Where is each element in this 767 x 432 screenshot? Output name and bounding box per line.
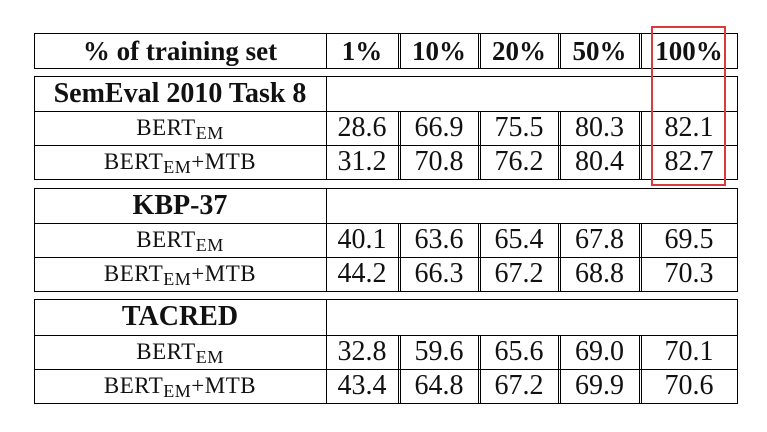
header-col-5: 100% [655, 35, 723, 66]
header-col-2: 10% [412, 35, 466, 66]
row-model-bert-em [34, 111, 326, 145]
table-cell: 32.8 [337, 336, 387, 367]
section-title-semeval: SemEval 2010 Task 8 [53, 78, 307, 109]
row-model-bert-em-mtb [34, 257, 326, 291]
table-cell: 43.4 [337, 370, 387, 401]
model-subscript: EM [195, 346, 224, 367]
row-model-bert-em-mtb [34, 145, 326, 179]
header-col-3: 20% [492, 35, 546, 66]
table-cell: 44.2 [337, 258, 387, 289]
model-name: BERT [136, 115, 196, 140]
table-cell: 59.6 [414, 336, 464, 367]
table-cell: 65.4 [494, 224, 544, 255]
model-subscript: EM [163, 268, 192, 289]
highlight-box [651, 26, 726, 186]
model-subscript: EM [195, 234, 224, 255]
row-model-bert-em-mtb [34, 369, 326, 403]
model-suffix: +MTB [191, 373, 257, 398]
table-cell: 31.2 [337, 146, 387, 177]
table-cell: 76.2 [494, 146, 544, 177]
header-col-1: 1% [341, 35, 383, 66]
table-cell: 28.6 [337, 112, 387, 143]
model-subscript: EM [163, 156, 192, 177]
table-cell: 64.8 [414, 370, 464, 401]
model-name: BERT [103, 373, 164, 398]
table-cell: 66.3 [414, 258, 464, 289]
table-cell: 80.4 [575, 146, 624, 177]
table-cell: 75.5 [494, 112, 544, 143]
table-cell: 82.7 [664, 146, 714, 177]
row-model-bert-em [34, 223, 326, 257]
table-cell: 68.8 [575, 258, 624, 289]
table-cell: 69.5 [664, 224, 714, 255]
model-suffix: +MTB [191, 149, 257, 174]
table-cell: 65.6 [494, 336, 544, 367]
model-name: BERT [136, 339, 196, 364]
table-cell: 40.1 [337, 224, 387, 255]
model-subscript: EM [195, 122, 224, 143]
table-cell: 67.2 [494, 258, 544, 289]
model-name: BERT [136, 227, 196, 252]
model-suffix: +MTB [191, 261, 257, 286]
header-col-4: 50% [572, 35, 627, 66]
table-cell: 69.9 [575, 370, 624, 401]
table-cell: 80.3 [575, 112, 624, 143]
table-cell: 67.8 [575, 224, 624, 255]
table-cell: 63.6 [414, 224, 464, 255]
section-title-kbp37: KBP-37 [132, 190, 228, 221]
table-cell: 70.1 [664, 336, 714, 367]
table-cell: 70.6 [664, 370, 714, 401]
table-cell: 82.1 [664, 112, 714, 143]
table-cell: 70.8 [414, 146, 464, 177]
model-name: BERT [103, 261, 164, 286]
table-cell: 67.2 [494, 370, 544, 401]
header-label: % of training set [82, 35, 278, 66]
model-subscript: EM [163, 380, 192, 401]
table-cell: 66.9 [414, 112, 464, 143]
section-title-tacred: TACRED [121, 301, 239, 332]
table-cell: 69.0 [575, 336, 624, 367]
table-cell: 70.3 [664, 258, 714, 289]
model-name: BERT [103, 149, 164, 174]
row-model-bert-em [34, 335, 326, 369]
